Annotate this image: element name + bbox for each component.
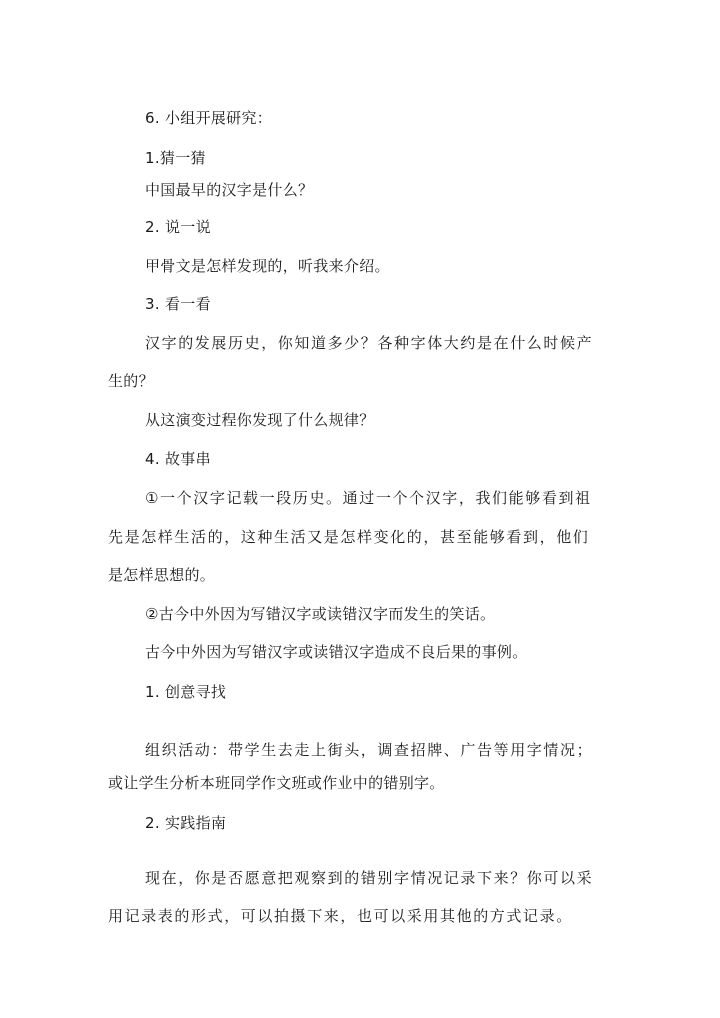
paragraph-line: 先是怎样生活的，这种生活又是怎样变化的，甚至能够看到，他们 [108, 528, 590, 546]
paragraph-line: 用记录表的形式，可以拍摄下来，也可以采用其他的方式记录。 [108, 907, 573, 925]
paragraph-line: 甲骨文是怎样发现的，听我来介绍。 [145, 257, 390, 275]
paragraph-line: 汉字的发展历史，你知道多少？各种字体大约是在什么时候产 [145, 334, 594, 352]
paragraph-line: 中国最早的汉字是什么？ [145, 181, 314, 199]
paragraph-line: ①一个汉字记载一段历史。通过一个个汉字，我们能够看到祖 [145, 489, 592, 507]
paragraph-line: 古今中外因为写错汉字或读错汉字造成不良后果的事例。 [145, 643, 528, 661]
paragraph-line: 生的？ [108, 372, 154, 390]
paragraph-line: 从这演变过程你发现了什么规律？ [145, 411, 375, 429]
item-heading-creative-search: 1. 创意寻找 [145, 683, 227, 701]
item-heading-practice-guide: 2. 实践指南 [145, 814, 227, 832]
paragraph-line: ②古今中外因为写错汉字或读错汉字而发生的笑话。 [145, 605, 496, 623]
section-heading-group-research: 6. 小组开展研究： [145, 109, 273, 127]
paragraph-line: 组织活动：带学生去走上街头，调查招牌、广告等用字情况； [145, 741, 594, 759]
paragraph-line: 或让学生分析本班同学作文班或作业中的错别字。 [108, 774, 445, 792]
paragraph-line: 现在，你是否愿意把观察到的错别字情况记录下来？你可以采 [145, 869, 594, 887]
item-heading-guess: 1.猜一猜 [145, 149, 206, 167]
paragraph-line: 是怎样思想的。 [108, 566, 216, 584]
item-heading-say: 2. 说一说 [145, 218, 211, 236]
item-heading-look: 3. 看一看 [145, 295, 211, 313]
item-heading-stories: 4. 故事串 [145, 450, 211, 468]
